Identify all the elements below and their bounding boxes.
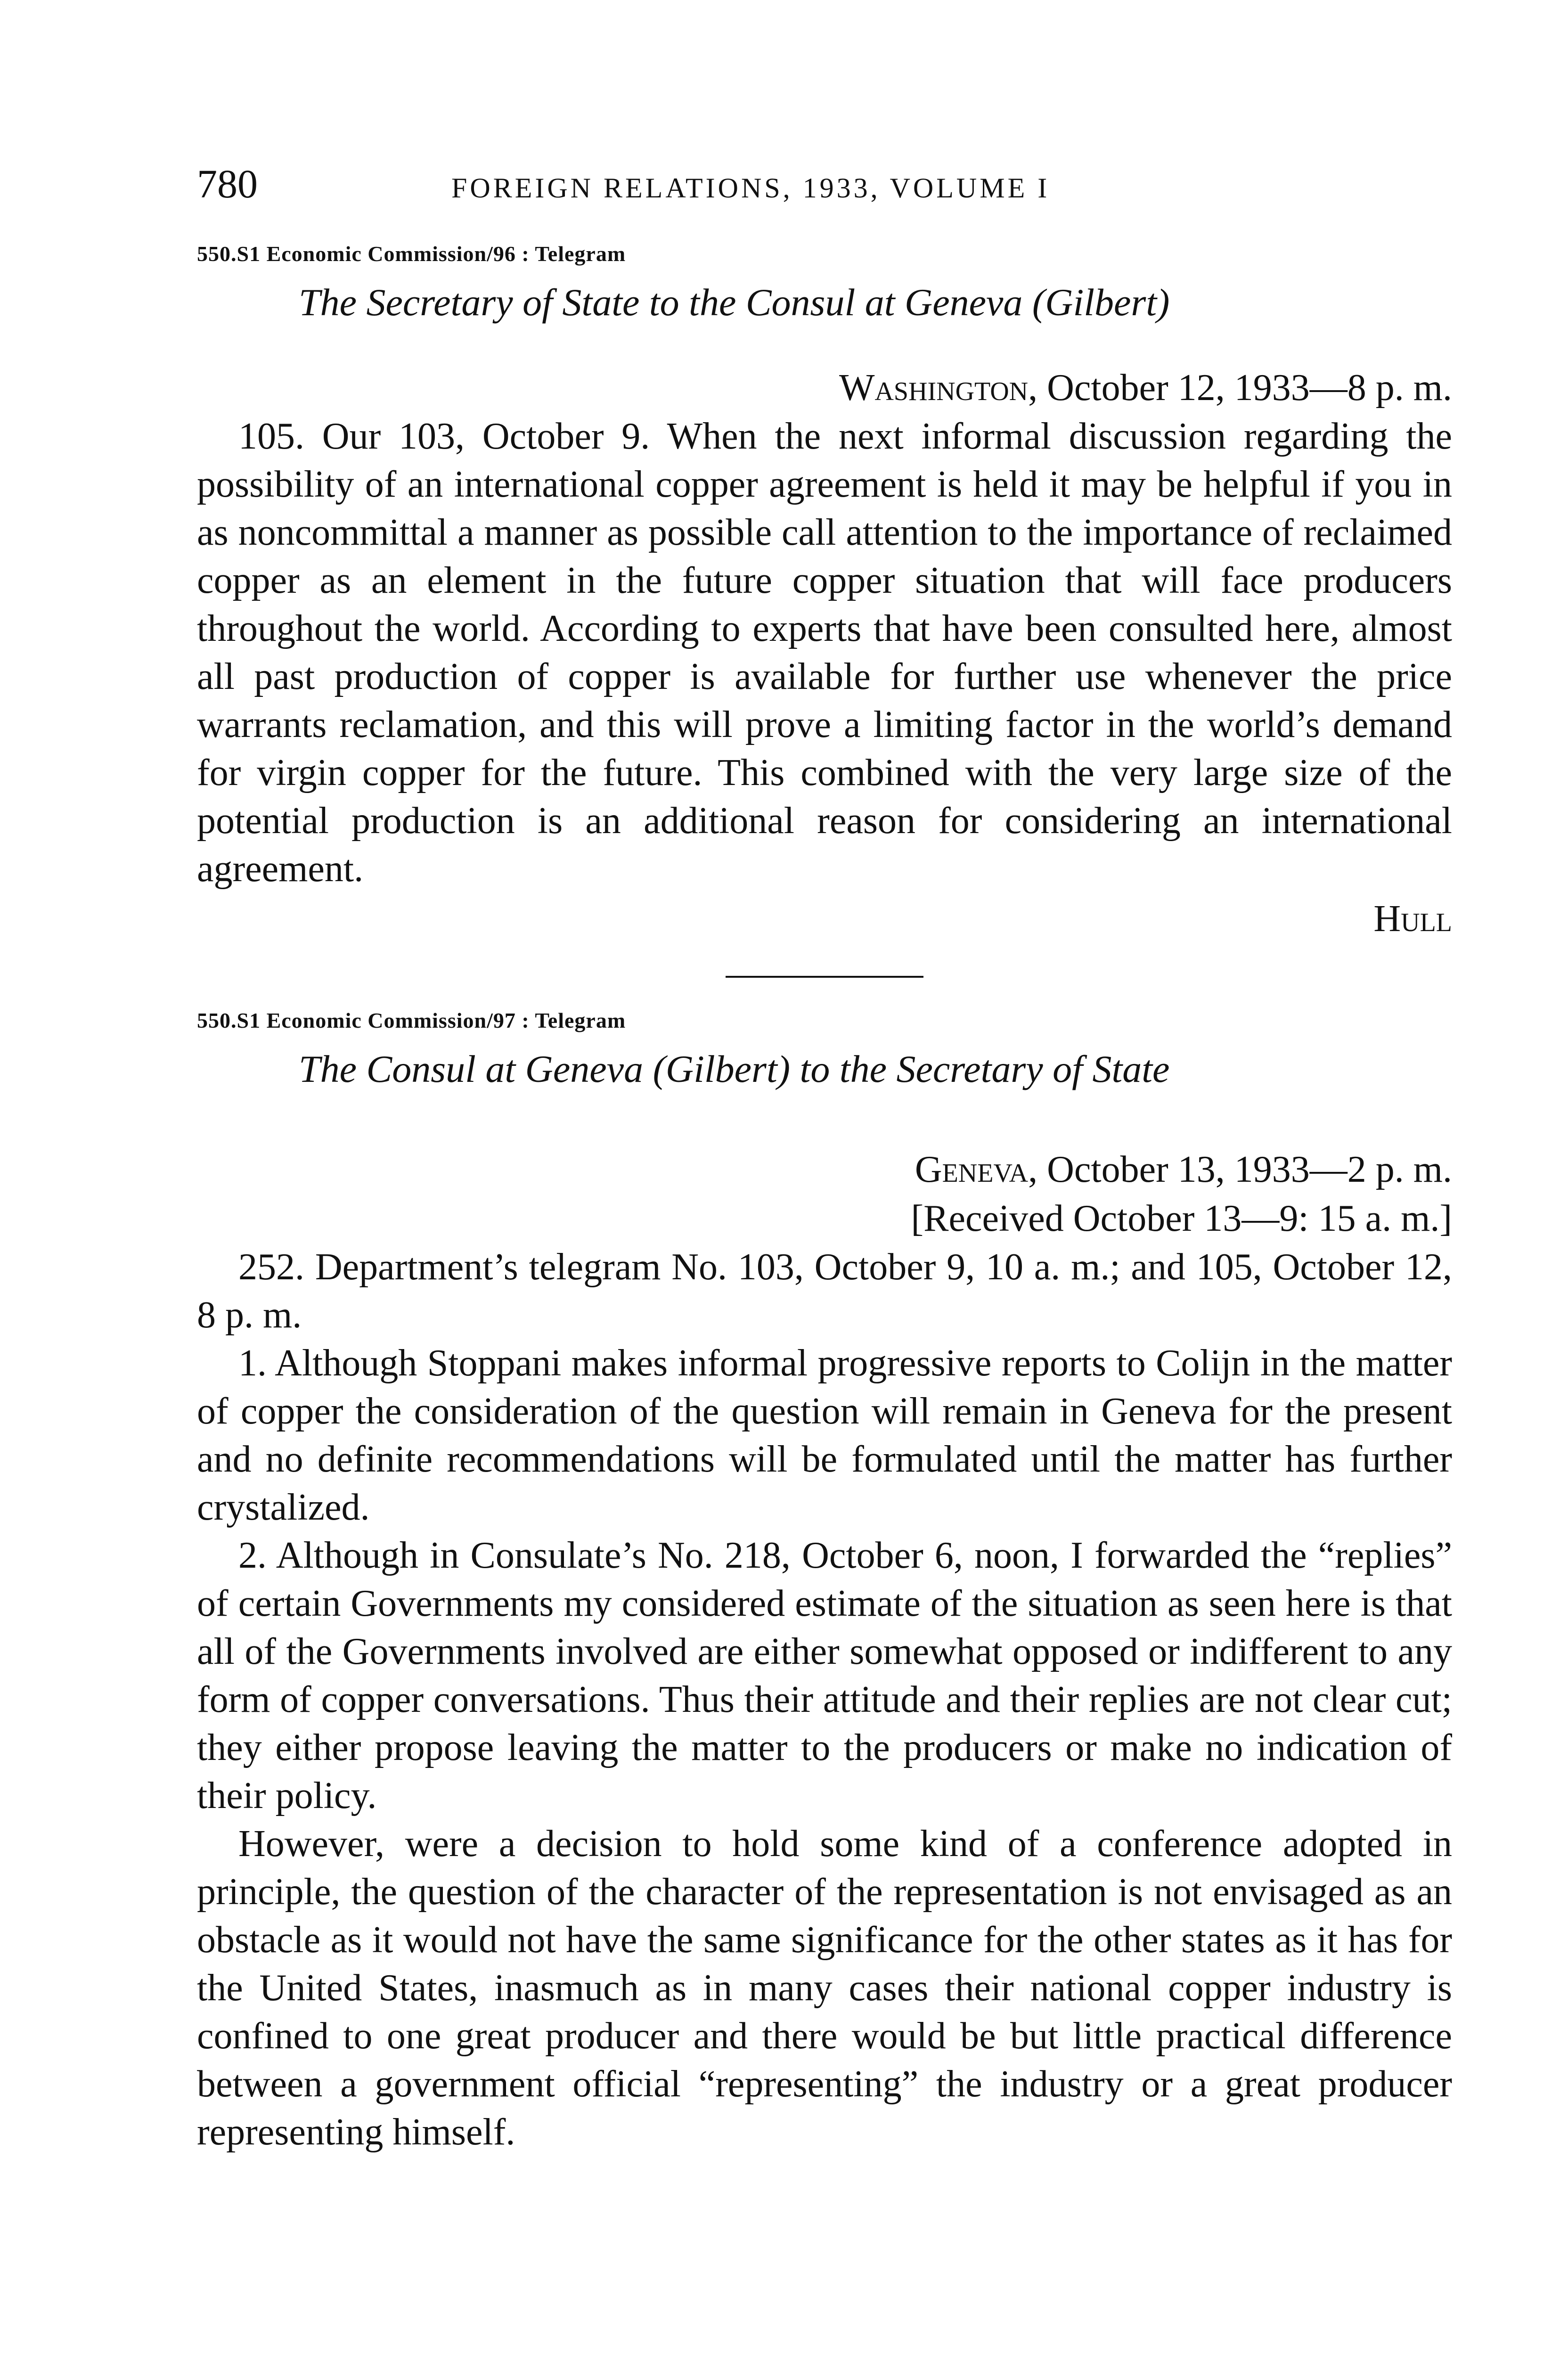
dateline-place: Washington, bbox=[839, 367, 1038, 409]
paragraph: 105. Our 103, October 9. When the next informal discussion regarding the possibility of an international copper agreement is held it may be helpful if you in as noncommittal a manner as possible call attention to the importance of reclaimed copper as an element in the future copper situation that will face producers throughout the world. According to experts that have been consulted here, almost all past production of copper is available for further use whenever the price warrants reclamation, and this will prove a limiting factor in the world’s demand for virgin copper for the future. This combined with the very large size of the potential production is an additional reason for considering an international agreement. bbox=[197, 416, 1452, 890]
telegram-body bbox=[197, 412, 1452, 893]
telegram-body bbox=[197, 1243, 1452, 2156]
dateline bbox=[197, 1145, 1452, 1194]
paragraph: 1. Although Stoppani makes informal progressive reports to Colijn in the matter of copper the consideration of the question will remain in Geneva for the present and no definite recommendations will be formulated until the matter has further crystalized. bbox=[197, 1342, 1452, 1528]
file-reference: 550.S1 Economic Commission/96 : Telegram bbox=[197, 242, 626, 266]
dateline-date: October 13, 1933—2 p. m. bbox=[1037, 1149, 1452, 1190]
paragraph: However, were a decision to hold some kind of a conference adopted in principle, the question of the character of the representation is not envisaged as an obstacle as it would not have the same significance for the other states as it has for the United States, inasmuch as in many cases their national copper industry is confined to one great producer and there would be but little practical difference between a government official “representing” the industry or a great producer representing himself. bbox=[197, 1823, 1452, 2153]
document-title: The Consul at Geneva (Gilbert) to the Secretary of State bbox=[299, 1047, 1170, 1090]
signature: Hull bbox=[1373, 898, 1452, 940]
received-line: [Received October 13—9: 15 a. m.] bbox=[911, 1198, 1452, 1239]
section-divider bbox=[726, 976, 923, 978]
dateline bbox=[197, 363, 1452, 412]
document-page bbox=[197, 160, 1452, 2156]
paragraph: 2. Although in Consulate’s No. 218, October 6, noon, I forwarded the “replies” of certain Governments my considered estimate of the situation as seen here is that all of the Governments involved are either somewhat opposed or indifferent to any form of copper conversations. Thus their attitude and their replies are not clear cut; they either propose leaving the matter to the producers or make no indication of their policy. bbox=[197, 1535, 1452, 1816]
page-number: 780 bbox=[197, 161, 258, 206]
running-head: FOREIGN RELATIONS, 1933, VOLUME I bbox=[451, 172, 1050, 204]
file-reference: 550.S1 Economic Commission/97 : Telegram bbox=[197, 1008, 626, 1032]
telegram-96 bbox=[197, 241, 1452, 943]
page-header bbox=[197, 160, 1452, 221]
document-title: The Secretary of State to the Consul at Geneva (Gilbert) bbox=[299, 281, 1170, 324]
dateline-place: Geneva, bbox=[915, 1149, 1038, 1190]
paragraph: 252. Department’s telegram No. 103, October 9, 10 a. m.; and 105, October 12, 8 p. m. bbox=[197, 1246, 1452, 1336]
telegram-97 bbox=[197, 1008, 1452, 2156]
dateline-date: October 12, 1933—8 p. m. bbox=[1037, 367, 1452, 409]
